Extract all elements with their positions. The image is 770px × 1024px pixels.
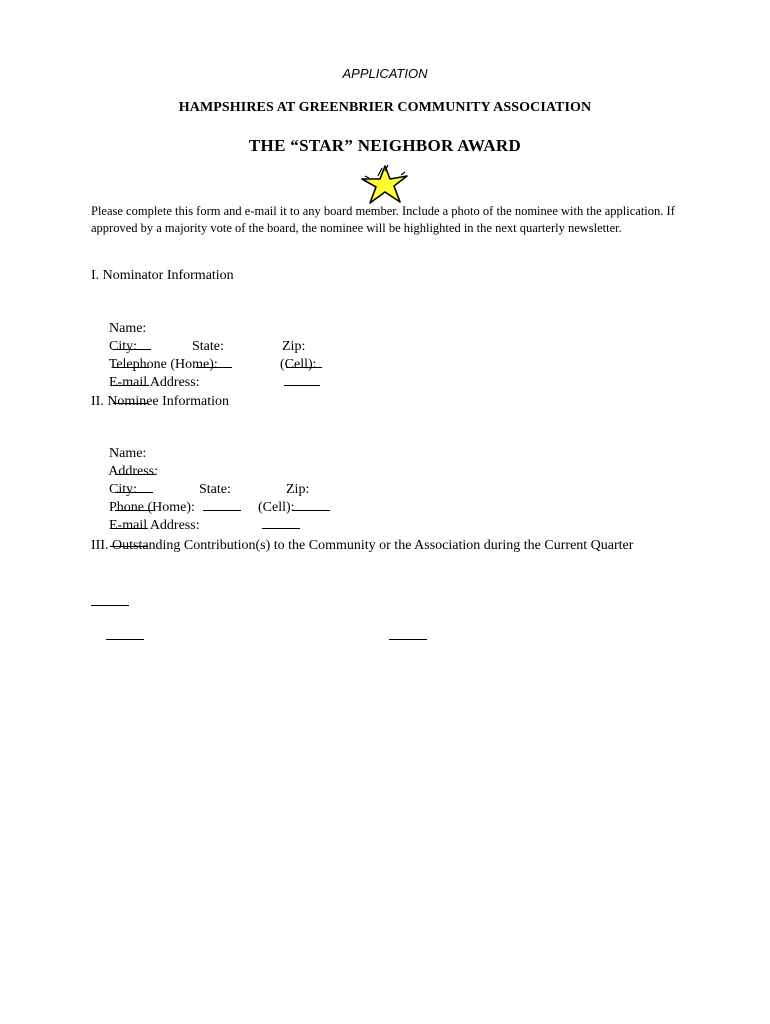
contribution-line-2[interactable] xyxy=(106,639,144,640)
nominator-section-heading: I. Nominator Information xyxy=(91,268,234,283)
application-label: APPLICATION xyxy=(342,66,428,81)
nominator-state-label: State: xyxy=(192,339,224,354)
nominee-cell-field[interactable] xyxy=(262,516,300,529)
nominee-phone-home-label: Phone (Home): xyxy=(109,500,195,515)
nominator-email-label: E-mail Address: xyxy=(109,375,200,390)
contribution-line-1[interactable] xyxy=(91,605,129,606)
nominator-zip-label: Zip: xyxy=(282,339,306,354)
nominator-cell-row xyxy=(266,341,320,407)
nominee-city-label: City: xyxy=(109,482,138,497)
nominee-state-label: State: xyxy=(199,482,231,497)
nominee-email-label: E-mail Address: xyxy=(109,518,200,533)
nominator-cell-field[interactable] xyxy=(284,373,320,386)
contribution-section-heading: III. Outstanding Contribution(s) to the Community or the Association during the Current Quarter xyxy=(91,538,634,553)
award-title: THE “STAR” NEIGHBOR AWARD xyxy=(248,136,522,155)
organization-title: HAMPSHIRES AT GREENBRIER COMMUNITY ASSOCIATION xyxy=(178,100,592,115)
nominee-name-label: Name: xyxy=(109,446,147,461)
nominee-state-field[interactable] xyxy=(203,498,241,511)
nominee-email-row xyxy=(95,502,200,568)
nominator-email-row xyxy=(95,359,200,425)
nominator-phone-home-label: Telephone (Home): xyxy=(108,357,218,372)
contribution-line-3[interactable] xyxy=(389,639,427,640)
instructions-paragraph: Please complete this form and e-mail it to any board member. Include a photo of the nominee with the application. If approved by a majority vote of the board, the nominee will be highlighted in the next quarterly newsletter. xyxy=(91,204,675,235)
star-icon xyxy=(357,162,413,206)
nominee-address-label: Address: xyxy=(108,464,159,479)
nominator-cell-label: (Cell): xyxy=(280,357,317,372)
nominator-city-label: City: xyxy=(109,339,138,354)
nominee-cell-label: (Cell): xyxy=(258,500,295,515)
nominee-zip-label: Zip: xyxy=(286,482,310,497)
nominator-name-label: Name: xyxy=(109,321,147,336)
nominee-section-heading: II. Nominee Information xyxy=(91,394,230,409)
